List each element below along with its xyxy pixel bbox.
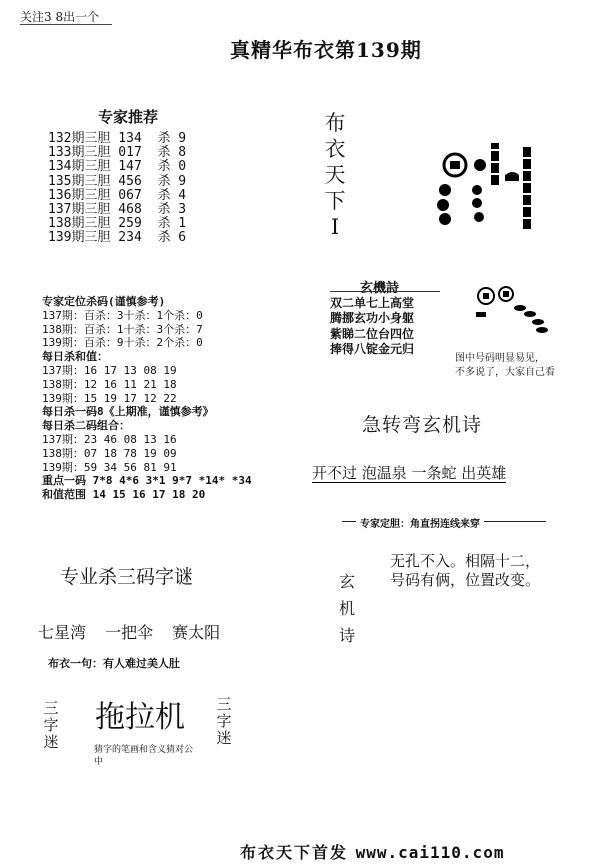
xuanji-title: 玄機詩 [360,281,400,296]
footer-text: 布衣天下首发 [240,843,349,862]
riddle-line: 七星湾 一把伞 赛太阳 [38,623,221,642]
footer-url[interactable]: www.cai110.com [355,843,505,862]
recommend-row: 137期三胆 468 杀 3 [48,202,187,218]
two-code-row: 139期：59 34 56 81 91 [42,460,177,474]
jizhuan-phrase [312,462,506,483]
jizhuan-phrase-text: 开不过 泡温泉 一条蛇 出英雄 [312,464,507,482]
picture-note-line: 图中号码明显易见， [455,353,545,364]
poem-line: 腾挪玄功小身躯 [330,311,415,326]
riddle-poem-line: 号码有俩，位置改变。 [390,571,541,589]
two-code-row: 137期：23 46 08 13 16 [42,432,177,446]
kill-header: 专家定位杀码(谨慎参考) [42,295,166,308]
riddle-section-title: 专业杀三码字谜 [60,566,194,588]
poem-line: 捧得八锭金元归 [330,342,415,357]
sum-row: 139期：15 19 17 12 22 [42,391,177,405]
focus-code: 重点一码 7*8 4*6 3*1 9*7 *14* *34 [42,474,252,488]
coin-picture-small [468,282,558,342]
left-vertical-label: 三字迷 [43,699,59,751]
two-code-row: 138期：07 18 78 19 09 [42,446,177,460]
recommend-row: 133期三胆 017 杀 8 [48,145,187,161]
kill-row: 138期：百杀：1十杀：3个杀：7 [42,322,203,336]
right-vertical-label: 三字迷 [216,695,232,747]
two-code-header: 每日杀二码组合： [42,419,130,433]
buyi-vertical-title: 布衣天下I [324,111,346,239]
top-note-underline [20,24,112,25]
xuanji-underline [330,291,440,292]
tuolaji-riddle: 拖拉机 [95,700,185,735]
poem-line: 双二单七上高堂 [330,296,415,310]
recommend-row: 135期三胆 456 杀 9 [48,173,187,189]
riddle-hint: 猜字的笔画和含义猜对公中 [94,745,194,767]
kill-row: 137期：百杀：3十杀：1个杀：0 [42,308,203,322]
sum-row: 138期：12 16 11 21 18 [42,377,177,391]
page-title: 真精华布衣第139期 [230,38,422,62]
xuanji-poem [330,296,414,358]
recommend-row: 132期三胆 134 杀 9 [48,131,187,146]
expert-location-text: 专家定胆：角直拐连线来穿 [356,519,484,530]
kill-block [42,295,252,502]
footer [240,840,504,863]
sum-row: 137期：16 17 13 08 19 [42,363,177,377]
picture-note [455,352,555,380]
buyi-sentence: 布衣一句：有人难过美人肚 [48,657,180,670]
xuanji-vertical-title: 玄机诗 [338,572,355,645]
riddle-poem-line: 无孔不入。相隔十二， [390,552,541,570]
top-note: 关注3 8出一个 [20,10,100,24]
sum-range: 和值范围 14 15 16 17 18 20 [42,488,206,502]
sum-header: 每日杀和值： [42,350,108,364]
riddle-poem [390,552,540,590]
expert-location [342,515,484,530]
recommend-row: 138期三胆 259 杀 1 [48,216,187,232]
picture-note-line: 不多说了，大家自己看 [455,367,555,378]
one-code-header: 每日杀一码8《上期准，谨慎参考》 [42,405,214,419]
kill-row: 139期：百杀：9十杀：2个杀：0 [42,336,203,350]
recommend-list [48,132,186,246]
recommend-row: 134期三胆 147 杀 0 [48,159,187,175]
recommend-row: 139期三胆 234 杀 6 [48,230,187,246]
coin-chain-picture [425,135,545,235]
jizhuan-title: 急转弯玄机诗 [362,414,483,436]
recommend-row: 136期三胆 067 杀 4 [48,187,187,203]
poem-line: 紫睇二位台四位 [330,326,415,341]
recommend-title: 专家推荐 [98,108,159,126]
